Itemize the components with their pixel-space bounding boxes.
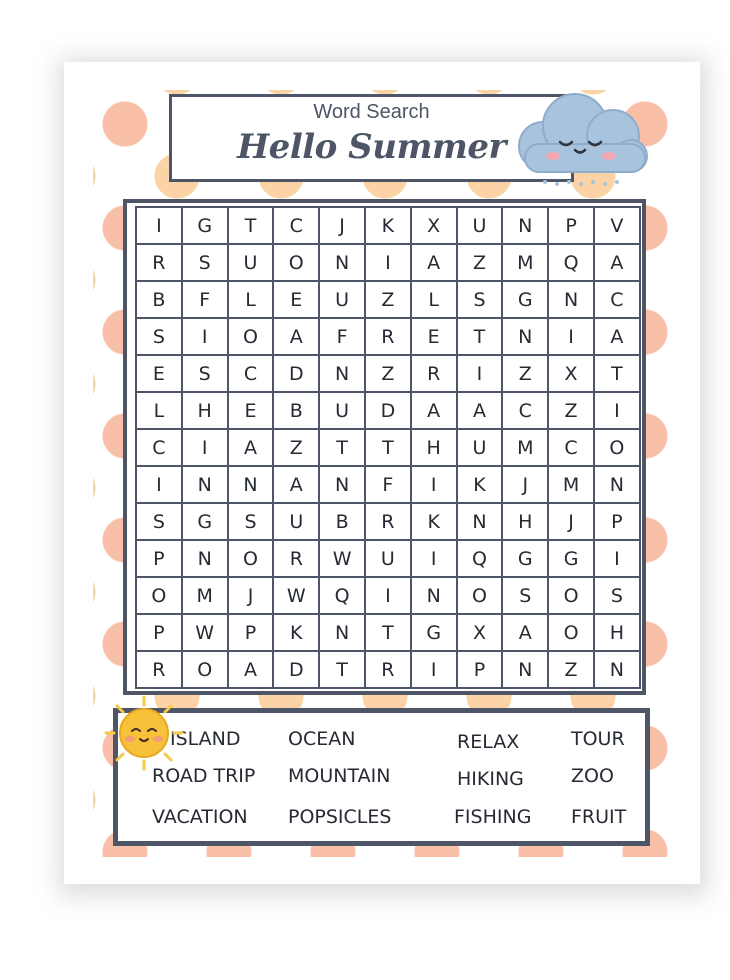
grid-cell: H [183,393,229,430]
word-item: RELAX [457,731,520,753]
grid-cell: G [183,504,229,541]
grid-cell: W [320,541,366,578]
grid-cell: E [274,282,320,319]
grid-cell: L [137,393,183,430]
grid-cell: R [366,504,412,541]
grid-cell: I [137,467,183,504]
grid-cell: P [549,208,595,245]
grid-cell: R [274,541,320,578]
grid-cell: K [412,504,458,541]
grid-cell: V [595,208,641,245]
grid-cell: T [366,615,412,652]
word-item: FISHING [454,806,532,828]
grid-cell: U [366,541,412,578]
grid-cell: Q [458,541,504,578]
grid-cell: G [549,541,595,578]
grid-cell: P [458,652,504,689]
grid-cell: N [503,652,549,689]
grid-cell: S [458,282,504,319]
grid-cell: T [320,652,366,689]
grid-cell: F [320,319,366,356]
grid-cell: M [183,578,229,615]
grid-cell: I [183,319,229,356]
grid-cell: I [595,541,641,578]
grid-cell: N [458,504,504,541]
grid-cell: S [183,245,229,282]
grid-cell: Z [458,245,504,282]
grid-cell: J [549,504,595,541]
grid-cell: U [458,430,504,467]
grid-cell: L [412,282,458,319]
word-item: HIKING [457,768,524,790]
grid-cell: X [458,615,504,652]
grid-cell: P [229,615,275,652]
grid-cell: D [274,652,320,689]
grid-cell: U [458,208,504,245]
grid-cell: N [320,245,366,282]
word-item: ROAD TRIP [152,765,256,787]
word-item: ZOO [571,765,614,787]
grid-cell: G [412,615,458,652]
header-title: Hello Summer [237,127,506,167]
grid-cell: I [366,578,412,615]
grid-cell: Z [549,393,595,430]
grid-cell: C [595,282,641,319]
grid-cell: N [183,541,229,578]
word-item: VACATION [152,806,248,828]
grid-cell: Z [366,356,412,393]
grid-cell: O [229,541,275,578]
grid-cell: S [137,504,183,541]
grid-cell: A [412,245,458,282]
grid-cell: A [595,245,641,282]
grid-cell: N [320,615,366,652]
grid-cell: H [412,430,458,467]
grid-cell: T [595,356,641,393]
grid-cell: T [320,430,366,467]
grid-cell: A [412,393,458,430]
cloud-icon [505,84,655,194]
grid-cell: I [412,467,458,504]
grid-cell: S [229,504,275,541]
grid-cell: A [274,319,320,356]
grid-cell: O [549,615,595,652]
grid-cell: C [274,208,320,245]
grid-cell: E [229,393,275,430]
grid-cell: I [412,652,458,689]
grid-cell: Q [320,578,366,615]
grid-cell: I [595,393,641,430]
grid-cell: R [412,356,458,393]
grid-cell: L [229,282,275,319]
grid-cell: N [320,356,366,393]
grid-cell: Q [549,245,595,282]
grid-cell: S [137,319,183,356]
grid-cell: R [366,319,412,356]
grid-cell: S [503,578,549,615]
grid-cell: E [137,356,183,393]
grid-cell: B [274,393,320,430]
grid-cell: A [595,319,641,356]
grid-cell: W [183,615,229,652]
grid-cell: O [549,578,595,615]
grid-cell: R [137,245,183,282]
word-item: FRUIT [571,806,627,828]
grid-cell: D [274,356,320,393]
grid-cell: O [183,652,229,689]
grid-cell: B [137,282,183,319]
grid-cell: U [274,504,320,541]
grid-cell: A [229,652,275,689]
grid-cell: K [458,467,504,504]
grid-cell: G [503,282,549,319]
grid-cell: Z [503,356,549,393]
grid-cell: O [274,245,320,282]
grid-cell: S [595,578,641,615]
grid-cell: K [366,208,412,245]
grid-cell: C [137,430,183,467]
grid-cell: N [412,578,458,615]
grid-cell: Z [366,282,412,319]
grid-cell: I [549,319,595,356]
grid-cell: I [137,208,183,245]
grid-cell: G [503,541,549,578]
grid-cell: H [595,615,641,652]
sun-icon [100,693,188,773]
grid-cell: N [503,319,549,356]
header-subtitle: Word Search [313,101,430,123]
grid-cell: T [229,208,275,245]
grid-cell: N [320,467,366,504]
grid-cell: M [549,467,595,504]
grid-cell: Z [274,430,320,467]
grid-cell: U [229,245,275,282]
grid-cell: X [549,356,595,393]
grid-cell: W [274,578,320,615]
grid-cell: P [137,541,183,578]
word-item: OCEAN [288,728,356,750]
grid-cell: C [503,393,549,430]
grid-cell: N [229,467,275,504]
grid-cell: D [366,393,412,430]
grid-cell: H [503,504,549,541]
grid-cell: U [320,393,366,430]
grid-cell: J [229,578,275,615]
grid-cell: O [137,578,183,615]
grid-cell: I [183,430,229,467]
grid-cell: O [595,430,641,467]
grid-cell: F [183,282,229,319]
grid-cell: I [458,356,504,393]
grid-cell: N [183,467,229,504]
grid-cell: M [503,245,549,282]
grid-cell: N [549,282,595,319]
grid-cell: N [595,652,641,689]
grid-cell: N [503,208,549,245]
grid-cell: S [183,356,229,393]
word-item: TOUR [571,728,625,750]
grid-cell: C [549,430,595,467]
grid-cell: B [320,504,366,541]
grid-cell: M [503,430,549,467]
word-item: POPSICLES [288,806,392,828]
grid-cell: P [137,615,183,652]
grid-cell: A [503,615,549,652]
grid-cell: O [229,319,275,356]
grid-cell: C [229,356,275,393]
grid-cell: G [183,208,229,245]
grid-cell: P [595,504,641,541]
grid-cell: J [503,467,549,504]
grid-cell: F [366,467,412,504]
grid-cell: O [458,578,504,615]
grid-cell: J [320,208,366,245]
grid-cell: K [274,615,320,652]
grid-cell: A [274,467,320,504]
grid-cell: R [366,652,412,689]
grid-cell: Z [549,652,595,689]
grid-cell: U [320,282,366,319]
grid-cell: T [458,319,504,356]
grid-cell: A [229,430,275,467]
grid-cell: X [412,208,458,245]
grid-cell: N [595,467,641,504]
grid-cell: E [412,319,458,356]
grid-cell: T [366,430,412,467]
grid-cell: I [412,541,458,578]
grid-cell: R [137,652,183,689]
letter-grid [135,206,641,689]
grid-cell: A [458,393,504,430]
word-item: ISLAND [170,728,241,750]
grid-cell: I [366,245,412,282]
word-item: MOUNTAIN [288,765,391,787]
